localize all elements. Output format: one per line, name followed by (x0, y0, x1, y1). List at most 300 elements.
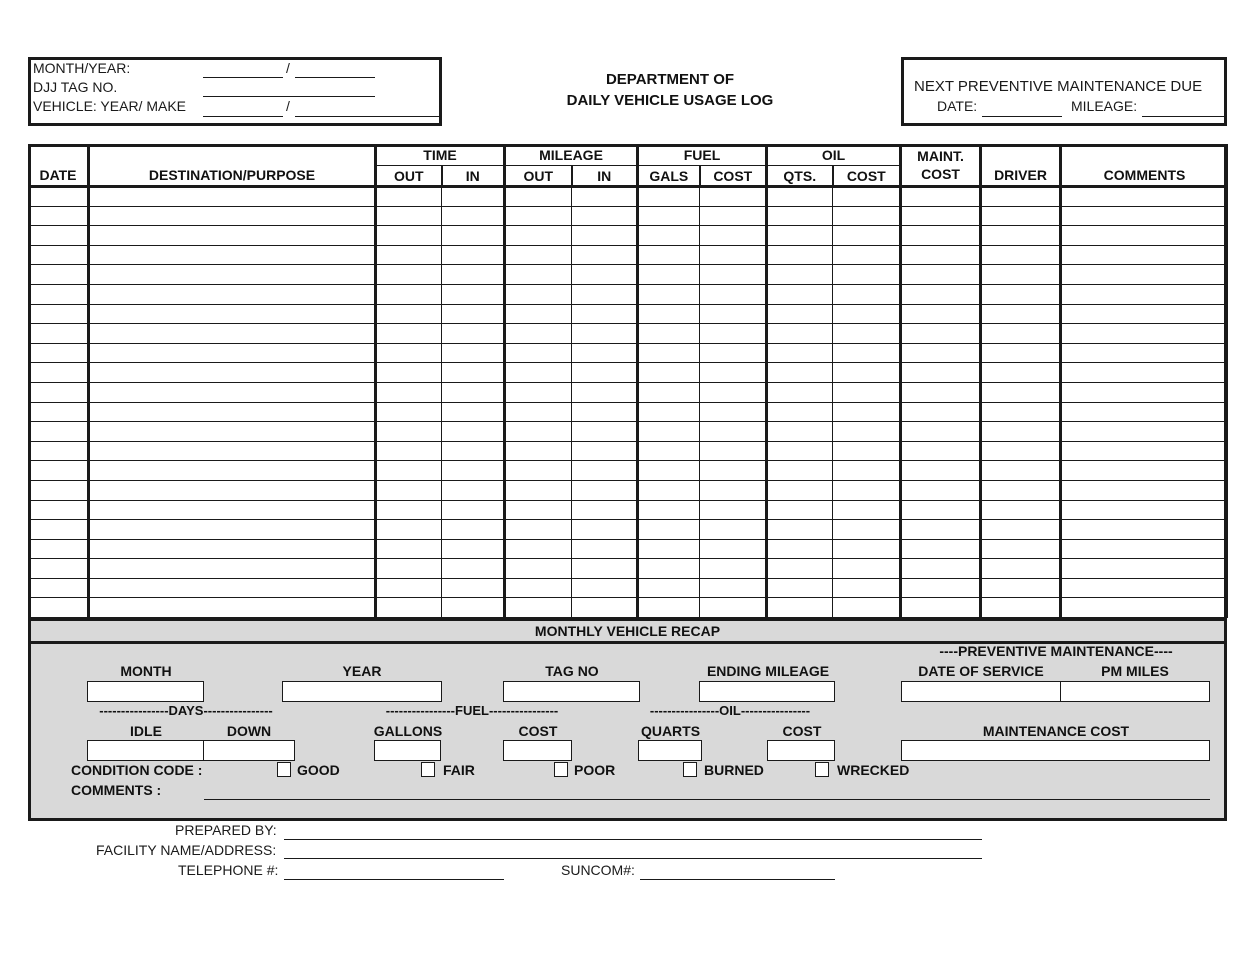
cell-mileage-in[interactable] (572, 441, 638, 461)
cell-fuel-gals[interactable] (638, 500, 700, 520)
cell-fuel-cost[interactable] (700, 324, 767, 344)
cell-destination[interactable] (89, 598, 376, 618)
cell-maint-cost[interactable] (901, 441, 981, 461)
recap-idle-field[interactable] (87, 740, 204, 761)
cell-comments[interactable] (1061, 441, 1228, 461)
cell-comments[interactable] (1061, 363, 1228, 383)
destination-input[interactable] (90, 520, 374, 539)
cell-oil-qts[interactable] (767, 304, 833, 324)
mileage-in-input[interactable] (572, 285, 636, 304)
mileage-out-input[interactable] (506, 540, 571, 559)
fuel-cost-input[interactable] (700, 540, 765, 559)
cell-destination[interactable] (89, 520, 376, 540)
fuel-gals-input[interactable] (639, 344, 699, 363)
cell-mileage-out[interactable] (505, 480, 572, 500)
time-out-input[interactable] (377, 246, 441, 265)
mileage-out-input[interactable] (506, 383, 571, 402)
cell-mileage-out[interactable] (505, 245, 572, 265)
djj-tag-input[interactable] (203, 81, 375, 97)
recap-maintenance-cost-field[interactable] (901, 740, 1210, 761)
cell-date[interactable] (29, 382, 89, 402)
cell-mileage-out[interactable] (505, 226, 572, 246)
cell-oil-qts[interactable] (767, 226, 833, 246)
date-input[interactable] (29, 403, 87, 422)
time-out-input[interactable] (377, 598, 441, 617)
condition-wrecked-checkbox[interactable] (815, 762, 829, 777)
maint-cost-input[interactable] (902, 481, 979, 500)
cell-mileage-out[interactable] (505, 402, 572, 422)
destination-input[interactable] (90, 226, 374, 245)
time-out-input[interactable] (377, 305, 441, 324)
oil-cost-input[interactable] (833, 188, 899, 206)
cell-destination[interactable] (89, 500, 376, 520)
cell-oil-qts[interactable] (767, 598, 833, 618)
time-out-input[interactable] (377, 422, 441, 441)
cell-mileage-in[interactable] (572, 245, 638, 265)
fuel-gals-input[interactable] (639, 501, 699, 520)
cell-driver[interactable] (981, 559, 1061, 579)
cell-maint-cost[interactable] (901, 304, 981, 324)
date-input[interactable] (29, 481, 87, 500)
mileage-out-input[interactable] (506, 363, 571, 382)
cell-date[interactable] (29, 363, 89, 383)
condition-good-checkbox[interactable] (277, 762, 291, 777)
cell-fuel-cost[interactable] (700, 598, 767, 618)
recap-gallons-input[interactable] (375, 741, 440, 760)
date-input[interactable] (29, 501, 87, 520)
cell-oil-cost[interactable] (833, 461, 901, 481)
cell-time-in[interactable] (442, 245, 505, 265)
mileage-in-input[interactable] (572, 207, 636, 226)
cell-mileage-out[interactable] (505, 422, 572, 442)
cell-driver[interactable] (981, 520, 1061, 540)
oil-qts-input[interactable] (768, 226, 832, 245)
cell-oil-qts[interactable] (767, 265, 833, 285)
cell-mileage-out[interactable] (505, 539, 572, 559)
cell-time-out[interactable] (376, 422, 442, 442)
cell-fuel-gals[interactable] (638, 578, 700, 598)
cell-fuel-cost[interactable] (700, 265, 767, 285)
time-out-input[interactable] (377, 481, 441, 500)
fuel-cost-input[interactable] (700, 265, 765, 284)
date-input[interactable] (29, 520, 87, 539)
cell-time-in[interactable] (442, 304, 505, 324)
destination-input[interactable] (90, 559, 374, 578)
cell-time-out[interactable] (376, 441, 442, 461)
time-in-input[interactable] (442, 442, 503, 461)
oil-cost-input[interactable] (833, 265, 899, 284)
recap-month-field[interactable] (87, 681, 204, 702)
cell-mileage-out[interactable] (505, 598, 572, 618)
time-out-input[interactable] (377, 344, 441, 363)
destination-input[interactable] (90, 501, 374, 520)
cell-fuel-cost[interactable] (700, 559, 767, 579)
date-input[interactable] (29, 442, 87, 461)
date-input[interactable] (29, 461, 87, 480)
cell-comments[interactable] (1061, 343, 1228, 363)
vehicle-make-input[interactable] (295, 101, 440, 117)
cell-driver[interactable] (981, 363, 1061, 383)
time-out-input[interactable] (377, 461, 441, 480)
date-input[interactable] (29, 226, 87, 245)
next-pm-mileage-input[interactable] (1142, 101, 1224, 117)
maint-cost-input[interactable] (902, 442, 979, 461)
driver-input[interactable] (982, 403, 1059, 422)
mileage-out-input[interactable] (506, 403, 571, 422)
mileage-out-input[interactable] (506, 207, 571, 226)
cell-time-out[interactable] (376, 284, 442, 304)
cell-time-in[interactable] (442, 461, 505, 481)
cell-maint-cost[interactable] (901, 363, 981, 383)
oil-cost-input[interactable] (833, 461, 899, 480)
recap-ending-mileage-field[interactable] (699, 681, 835, 702)
cell-mileage-out[interactable] (505, 343, 572, 363)
mileage-out-input[interactable] (506, 305, 571, 324)
cell-comments[interactable] (1061, 187, 1228, 207)
oil-cost-input[interactable] (833, 285, 899, 304)
fuel-gals-input[interactable] (639, 461, 699, 480)
mileage-in-input[interactable] (572, 422, 636, 441)
fuel-gals-input[interactable] (639, 324, 699, 343)
oil-qts-input[interactable] (768, 422, 832, 441)
driver-input[interactable] (982, 324, 1059, 343)
cell-time-out[interactable] (376, 245, 442, 265)
facility-input[interactable] (284, 843, 982, 859)
year-input[interactable] (295, 62, 375, 78)
oil-qts-input[interactable] (768, 598, 832, 617)
oil-cost-input[interactable] (833, 324, 899, 343)
date-input[interactable] (29, 285, 87, 304)
cell-driver[interactable] (981, 500, 1061, 520)
cell-mileage-in[interactable] (572, 422, 638, 442)
cell-time-out[interactable] (376, 324, 442, 344)
time-out-input[interactable] (377, 501, 441, 520)
cell-comments[interactable] (1061, 402, 1228, 422)
cell-mileage-out[interactable] (505, 559, 572, 579)
cell-time-in[interactable] (442, 559, 505, 579)
cell-fuel-gals[interactable] (638, 598, 700, 618)
fuel-gals-input[interactable] (639, 383, 699, 402)
cell-fuel-gals[interactable] (638, 324, 700, 344)
driver-input[interactable] (982, 285, 1059, 304)
fuel-cost-input[interactable] (700, 579, 765, 598)
cell-comments[interactable] (1061, 284, 1228, 304)
driver-input[interactable] (982, 383, 1059, 402)
oil-cost-input[interactable] (833, 520, 899, 539)
vehicle-year-input[interactable] (203, 101, 283, 117)
maint-cost-input[interactable] (902, 324, 979, 343)
cell-mileage-in[interactable] (572, 304, 638, 324)
recap-oil-cost-field[interactable] (767, 740, 835, 761)
fuel-gals-input[interactable] (639, 207, 699, 226)
comments-input[interactable] (1062, 461, 1227, 480)
oil-qts-input[interactable] (768, 579, 832, 598)
comments-input[interactable] (1062, 501, 1227, 520)
mileage-out-input[interactable] (506, 501, 571, 520)
cell-date[interactable] (29, 461, 89, 481)
cell-fuel-gals[interactable] (638, 343, 700, 363)
cell-time-out[interactable] (376, 461, 442, 481)
cell-driver[interactable] (981, 461, 1061, 481)
oil-cost-input[interactable] (833, 305, 899, 324)
mileage-out-input[interactable] (506, 285, 571, 304)
comments-input[interactable] (1062, 246, 1227, 265)
recap-gallons-field[interactable] (374, 740, 441, 761)
cell-time-in[interactable] (442, 539, 505, 559)
cell-fuel-cost[interactable] (700, 441, 767, 461)
cell-comments[interactable] (1061, 245, 1228, 265)
maint-cost-input[interactable] (902, 344, 979, 363)
fuel-cost-input[interactable] (700, 520, 765, 539)
cell-mileage-in[interactable] (572, 520, 638, 540)
cell-destination[interactable] (89, 304, 376, 324)
fuel-gals-input[interactable] (639, 540, 699, 559)
comments-input[interactable] (1062, 188, 1227, 206)
cell-comments[interactable] (1061, 226, 1228, 246)
cell-mileage-out[interactable] (505, 441, 572, 461)
cell-driver[interactable] (981, 598, 1061, 618)
cell-comments[interactable] (1061, 500, 1228, 520)
mileage-out-input[interactable] (506, 579, 571, 598)
cell-oil-cost[interactable] (833, 382, 901, 402)
mileage-out-input[interactable] (506, 598, 571, 617)
cell-oil-qts[interactable] (767, 461, 833, 481)
maint-cost-input[interactable] (902, 540, 979, 559)
cell-time-in[interactable] (442, 422, 505, 442)
comments-input[interactable] (1062, 344, 1227, 363)
recap-tag-input[interactable] (504, 682, 639, 701)
cell-time-in[interactable] (442, 187, 505, 207)
cell-comments[interactable] (1061, 206, 1228, 226)
cell-date[interactable] (29, 422, 89, 442)
mileage-out-input[interactable] (506, 481, 571, 500)
date-input[interactable] (29, 579, 87, 598)
cell-oil-cost[interactable] (833, 304, 901, 324)
cell-maint-cost[interactable] (901, 382, 981, 402)
cell-oil-qts[interactable] (767, 245, 833, 265)
cell-driver[interactable] (981, 382, 1061, 402)
time-out-input[interactable] (377, 540, 441, 559)
cell-mileage-in[interactable] (572, 284, 638, 304)
destination-input[interactable] (90, 285, 374, 304)
oil-cost-input[interactable] (833, 363, 899, 382)
cell-maint-cost[interactable] (901, 539, 981, 559)
date-input[interactable] (29, 265, 87, 284)
cell-mileage-out[interactable] (505, 520, 572, 540)
cell-driver[interactable] (981, 284, 1061, 304)
cell-fuel-cost[interactable] (700, 206, 767, 226)
recap-date-of-service-input[interactable] (902, 682, 1061, 701)
cell-destination[interactable] (89, 422, 376, 442)
fuel-gals-input[interactable] (639, 246, 699, 265)
cell-oil-qts[interactable] (767, 402, 833, 422)
cell-maint-cost[interactable] (901, 206, 981, 226)
comments-input[interactable] (1062, 579, 1227, 598)
oil-qts-input[interactable] (768, 305, 832, 324)
driver-input[interactable] (982, 442, 1059, 461)
oil-cost-input[interactable] (833, 422, 899, 441)
destination-input[interactable] (90, 188, 374, 206)
cell-fuel-gals[interactable] (638, 187, 700, 207)
cell-mileage-out[interactable] (505, 363, 572, 383)
cell-driver[interactable] (981, 480, 1061, 500)
recap-down-field[interactable] (203, 740, 295, 761)
time-in-input[interactable] (442, 540, 503, 559)
time-in-input[interactable] (442, 246, 503, 265)
mileage-out-input[interactable] (506, 188, 571, 206)
date-input[interactable] (29, 540, 87, 559)
maint-cost-input[interactable] (902, 403, 979, 422)
cell-driver[interactable] (981, 206, 1061, 226)
cell-comments[interactable] (1061, 324, 1228, 344)
time-out-input[interactable] (377, 363, 441, 382)
mileage-in-input[interactable] (572, 559, 636, 578)
recap-date-of-service-field[interactable] (901, 681, 1062, 702)
destination-input[interactable] (90, 598, 374, 617)
time-out-input[interactable] (377, 226, 441, 245)
mileage-in-input[interactable] (572, 188, 636, 206)
fuel-cost-input[interactable] (700, 598, 765, 617)
cell-fuel-gals[interactable] (638, 441, 700, 461)
cell-fuel-cost[interactable] (700, 245, 767, 265)
cell-time-out[interactable] (376, 187, 442, 207)
maint-cost-input[interactable] (902, 579, 979, 598)
cell-time-in[interactable] (442, 382, 505, 402)
time-in-input[interactable] (442, 324, 503, 343)
fuel-gals-input[interactable] (639, 285, 699, 304)
comments-input[interactable] (1062, 265, 1227, 284)
time-out-input[interactable] (377, 188, 441, 206)
destination-input[interactable] (90, 461, 374, 480)
cell-time-out[interactable] (376, 226, 442, 246)
date-input[interactable] (29, 246, 87, 265)
cell-destination[interactable] (89, 539, 376, 559)
cell-date[interactable] (29, 500, 89, 520)
cell-oil-cost[interactable] (833, 539, 901, 559)
cell-driver[interactable] (981, 422, 1061, 442)
driver-input[interactable] (982, 422, 1059, 441)
driver-input[interactable] (982, 226, 1059, 245)
fuel-gals-input[interactable] (639, 188, 699, 206)
cell-oil-qts[interactable] (767, 480, 833, 500)
cell-fuel-gals[interactable] (638, 520, 700, 540)
oil-cost-input[interactable] (833, 246, 899, 265)
cell-time-out[interactable] (376, 304, 442, 324)
oil-cost-input[interactable] (833, 403, 899, 422)
cell-fuel-cost[interactable] (700, 304, 767, 324)
driver-input[interactable] (982, 520, 1059, 539)
cell-maint-cost[interactable] (901, 598, 981, 618)
cell-oil-qts[interactable] (767, 343, 833, 363)
cell-driver[interactable] (981, 539, 1061, 559)
cell-comments[interactable] (1061, 265, 1228, 285)
mileage-in-input[interactable] (572, 461, 636, 480)
cell-fuel-gals[interactable] (638, 206, 700, 226)
mileage-out-input[interactable] (506, 442, 571, 461)
fuel-cost-input[interactable] (700, 422, 765, 441)
time-out-input[interactable] (377, 442, 441, 461)
oil-qts-input[interactable] (768, 501, 832, 520)
cell-fuel-cost[interactable] (700, 382, 767, 402)
oil-qts-input[interactable] (768, 461, 832, 480)
date-input[interactable] (29, 344, 87, 363)
driver-input[interactable] (982, 246, 1059, 265)
cell-driver[interactable] (981, 402, 1061, 422)
cell-fuel-cost[interactable] (700, 343, 767, 363)
cell-mileage-in[interactable] (572, 382, 638, 402)
cell-date[interactable] (29, 480, 89, 500)
driver-input[interactable] (982, 344, 1059, 363)
mileage-in-input[interactable] (572, 305, 636, 324)
cell-date[interactable] (29, 304, 89, 324)
time-in-input[interactable] (442, 285, 503, 304)
cell-time-in[interactable] (442, 363, 505, 383)
cell-maint-cost[interactable] (901, 500, 981, 520)
mileage-in-input[interactable] (572, 579, 636, 598)
cell-driver[interactable] (981, 324, 1061, 344)
cell-date[interactable] (29, 284, 89, 304)
fuel-gals-input[interactable] (639, 520, 699, 539)
oil-qts-input[interactable] (768, 403, 832, 422)
mileage-out-input[interactable] (506, 344, 571, 363)
cell-oil-cost[interactable] (833, 284, 901, 304)
cell-oil-qts[interactable] (767, 578, 833, 598)
driver-input[interactable] (982, 501, 1059, 520)
fuel-gals-input[interactable] (639, 363, 699, 382)
destination-input[interactable] (90, 324, 374, 343)
recap-ending-mileage-input[interactable] (700, 682, 834, 701)
cell-mileage-in[interactable] (572, 559, 638, 579)
cell-oil-cost[interactable] (833, 422, 901, 442)
cell-fuel-cost[interactable] (700, 187, 767, 207)
mileage-out-input[interactable] (506, 246, 571, 265)
comments-input[interactable] (1062, 363, 1227, 382)
maint-cost-input[interactable] (902, 598, 979, 617)
cell-mileage-out[interactable] (505, 265, 572, 285)
time-in-input[interactable] (442, 461, 503, 480)
maint-cost-input[interactable] (902, 520, 979, 539)
cell-mileage-out[interactable] (505, 382, 572, 402)
recap-quarts-field[interactable] (638, 740, 702, 761)
comments-input[interactable] (1062, 481, 1227, 500)
maint-cost-input[interactable] (902, 265, 979, 284)
fuel-cost-input[interactable] (700, 305, 765, 324)
cell-fuel-gals[interactable] (638, 382, 700, 402)
cell-destination[interactable] (89, 461, 376, 481)
mileage-in-input[interactable] (572, 246, 636, 265)
maint-cost-input[interactable] (902, 207, 979, 226)
cell-maint-cost[interactable] (901, 343, 981, 363)
cell-date[interactable] (29, 539, 89, 559)
cell-time-in[interactable] (442, 324, 505, 344)
mileage-out-input[interactable] (506, 324, 571, 343)
date-input[interactable] (29, 324, 87, 343)
comments-input[interactable] (1062, 403, 1227, 422)
maint-cost-input[interactable] (902, 246, 979, 265)
cell-mileage-out[interactable] (505, 500, 572, 520)
oil-qts-input[interactable] (768, 540, 832, 559)
cell-fuel-gals[interactable] (638, 402, 700, 422)
cell-fuel-cost[interactable] (700, 461, 767, 481)
fuel-cost-input[interactable] (700, 188, 765, 206)
oil-qts-input[interactable] (768, 481, 832, 500)
cell-date[interactable] (29, 559, 89, 579)
cell-fuel-gals[interactable] (638, 284, 700, 304)
cell-destination[interactable] (89, 402, 376, 422)
destination-input[interactable] (90, 481, 374, 500)
destination-input[interactable] (90, 246, 374, 265)
cell-fuel-cost[interactable] (700, 578, 767, 598)
